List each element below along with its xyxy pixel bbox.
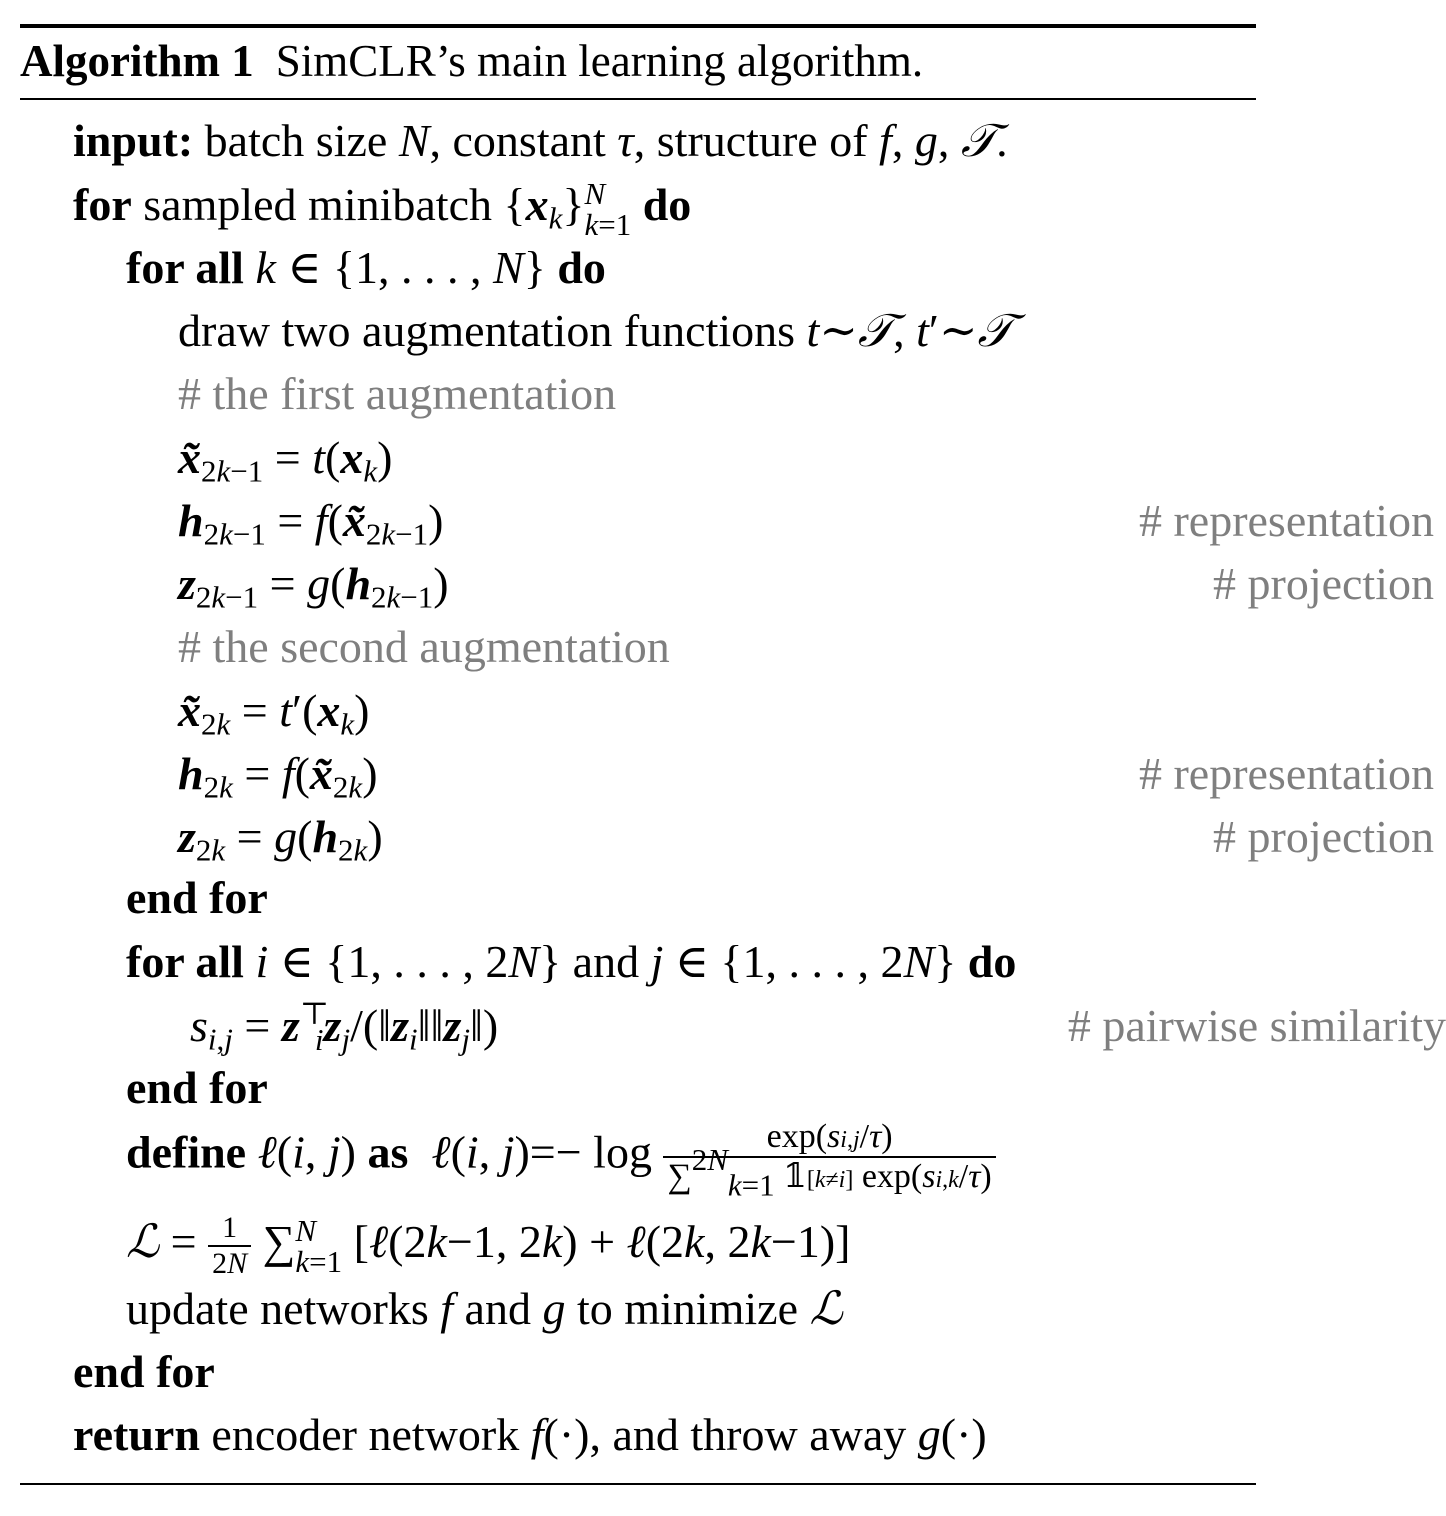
line-h-2k: $h_{2k}$ = $f(x̃_{2k})$ # representation xyxy=(0,742,1434,805)
line-for-all-ij: for all i ∈ {1, . . . , 2N} and j ∈ {1, . . . , 2N} do xyxy=(126,936,1017,987)
algorithm-title xyxy=(20,26,923,98)
line-comment-first: # the first augmentation xyxy=(178,368,617,419)
line-end-for-outer: end for xyxy=(73,1346,215,1397)
comment-representation: # representation xyxy=(1138,748,1434,799)
algorithm-label: Algorithm 1 xyxy=(20,36,254,86)
line-for-all-k: for all k ∈ {1, . . . , N} do xyxy=(126,242,606,293)
header-rule xyxy=(20,98,1256,100)
line-h-2k-1: $h_{2k-1}$ = $f(x̃_{2k-1})$ # representation xyxy=(0,489,1434,552)
comment-representation: # representation xyxy=(1138,495,1434,546)
line-end-for-pairs: end for xyxy=(126,1062,268,1113)
line-draw: draw two augmentation functions t∼𝒯, t′∼𝒯 xyxy=(178,303,1013,357)
comment-pairwise-similarity: # pairwise similarity xyxy=(1067,1000,1446,1051)
line-end-for-inner: end for xyxy=(126,872,268,923)
line-comment-second: # the second augmentation xyxy=(178,621,670,672)
line-outer-for: for sampled minibatch $\{x_k\}$ N k=1 do xyxy=(73,176,692,243)
bottom-rule xyxy=(20,1483,1256,1485)
line-update: update networks f and g to minimize ℒ xyxy=(126,1281,843,1335)
line-z-2k: $z_{2k} = g(h_{2k})$ # projection xyxy=(0,805,1434,868)
comment-projection: # projection xyxy=(1213,811,1434,862)
comment-projection: # projection xyxy=(1213,558,1434,609)
line-x-2k: $x̃_{2k} = t'(x_k)$ xyxy=(178,685,370,742)
algorithm-caption: SimCLR’s main learning algorithm. xyxy=(275,36,924,86)
loss-fraction: $\frac{\exp(si,j/\tau)}{\sum^{2N}_{k=1} 𝟙[k\ne i] \exp(si,k/\tau)}$ xyxy=(663,1120,995,1194)
line-define-loss: define ℓ(i, j) as ℓ(i, j)=− log $\frac{\exp(si,j/\tau)}{\sum^{2N}_{k=1} 𝟙[k\ne i] \exp(si,k/\tau)}$ xyxy=(0,1120,1382,1200)
line-similarity: $s_{i,j}$ = $z^⊤_iz_j/(‖z_i‖‖z_j‖)$ # pairwise similarity xyxy=(190,995,1446,1057)
half-n-fraction: $\frac{1}{2N}$ xyxy=(208,1213,251,1279)
line-input: input: batch size N, constant τ, structure of f, g, 𝒯. xyxy=(73,113,1008,167)
line-total-loss: ℒ = $\frac{1}{2N}$ ∑ N k=1 [ℓ(2k−1, 2k) + ℓ(2k, 2k−1)] xyxy=(126,1211,851,1281)
line-return: return encoder network f(·), and throw away g(·) xyxy=(73,1409,987,1460)
line-z-2k-1: $z_{2k-1} = g(h_{2k-1})$ # projection xyxy=(0,552,1434,615)
line-x-2k-1: $x̃_{2k-1} = t(x_k)$ xyxy=(178,432,393,489)
